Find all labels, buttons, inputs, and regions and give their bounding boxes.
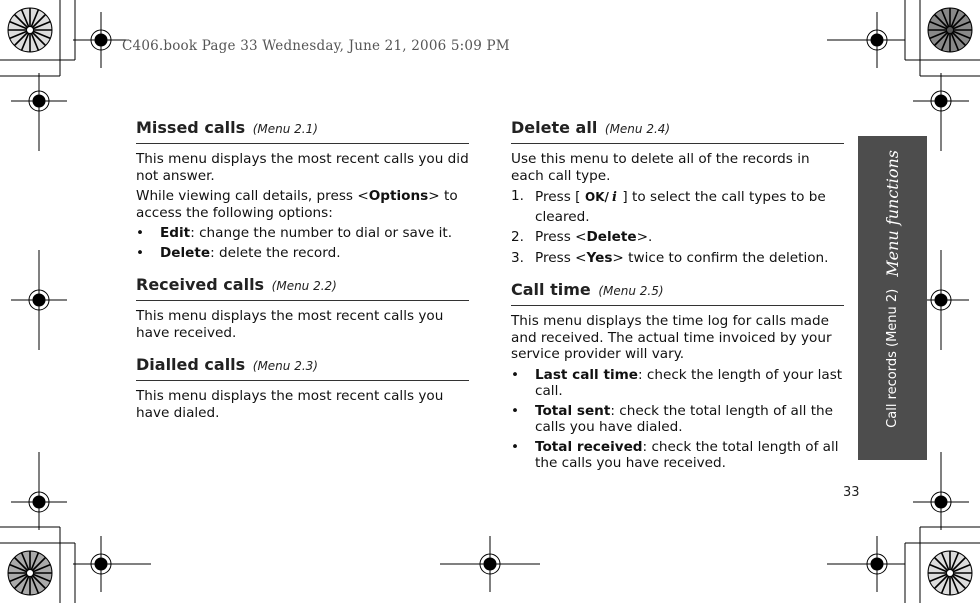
step-item bbox=[511, 188, 844, 225]
section-dialled-calls bbox=[136, 355, 469, 421]
paragraph: This menu displays the time log for calls made and received. The actual time invoiced by your service provider will vary. bbox=[511, 313, 832, 362]
heading-text: Received calls bbox=[136, 275, 265, 294]
chapter-side-tab bbox=[858, 136, 927, 460]
step-number: 3. bbox=[511, 249, 524, 266]
option-term: Last call time bbox=[535, 366, 638, 383]
side-tab-chapter: Menu functions bbox=[883, 150, 902, 277]
section-heading bbox=[136, 355, 469, 381]
text-run: ] to select the call types to be cleared. bbox=[535, 189, 826, 225]
menu-ref: (Menu 2.2) bbox=[271, 279, 337, 293]
right-column bbox=[511, 118, 844, 486]
heading-text: Delete all bbox=[511, 118, 598, 137]
section-delete-all bbox=[511, 118, 844, 266]
left-column bbox=[136, 118, 469, 435]
section-missed-calls bbox=[136, 118, 469, 261]
ok-info-key-icon bbox=[581, 188, 621, 209]
heading-text: Missed calls bbox=[136, 118, 246, 137]
options-list bbox=[136, 225, 469, 261]
heading-text: Dialled calls bbox=[136, 355, 246, 374]
key-label: Delete bbox=[586, 229, 637, 245]
text-run: While viewing call details, press < bbox=[136, 188, 369, 204]
paragraph bbox=[136, 188, 469, 221]
section-heading bbox=[136, 118, 469, 144]
text-run: > twice to confirm the deletion. bbox=[612, 249, 829, 266]
text-run: Press < bbox=[535, 229, 587, 245]
paragraph: This menu displays the most recent calls you have received. bbox=[136, 308, 444, 341]
list-item: • Total received: check the total length of all the calls you have received. bbox=[511, 438, 839, 471]
section-heading bbox=[136, 275, 469, 301]
section-heading bbox=[511, 118, 844, 144]
section-received-calls bbox=[136, 275, 469, 341]
text-run: Press [ bbox=[535, 189, 581, 205]
step-number: 1. bbox=[511, 188, 524, 204]
paragraph: This menu displays the most recent calls you have dialed. bbox=[136, 388, 444, 421]
list-item: • Total sent: check the total length of all the calls you have dialed. bbox=[511, 402, 834, 435]
side-tab-section: Call records (Menu 2) bbox=[885, 288, 900, 428]
menu-ref: (Menu 2.5) bbox=[598, 284, 664, 298]
svg-text:i: i bbox=[612, 190, 618, 204]
paragraph: Use this menu to delete all of the records in each call type. bbox=[511, 151, 810, 184]
print-file-header: C406.book Page 33 Wednesday, June 21, 2006 5:09 PM bbox=[122, 38, 510, 54]
menu-ref: (Menu 2.4) bbox=[604, 122, 671, 136]
step-item bbox=[511, 250, 844, 267]
option-term: Total sent bbox=[535, 402, 611, 419]
option-term: Edit bbox=[160, 225, 191, 241]
menu-ref: (Menu 2.1) bbox=[252, 122, 318, 136]
key-label: Yes bbox=[586, 249, 613, 266]
text-run: Press < bbox=[535, 249, 587, 266]
list-item: • Last call time: check the length of your last call. bbox=[511, 366, 843, 399]
option-desc: : check the total length of all the calls you have dialed. bbox=[535, 402, 834, 435]
text-run: > to access the following options: bbox=[136, 188, 458, 221]
svg-text:OK/: OK/ bbox=[585, 190, 610, 204]
option-desc: : change the number to dial or save it. bbox=[190, 225, 453, 241]
text-run: >. bbox=[636, 229, 653, 245]
step-item bbox=[511, 229, 844, 246]
option-desc: : delete the record. bbox=[210, 244, 341, 261]
list-item: • Edit: change the number to dial or save it. bbox=[136, 225, 453, 241]
heading-text: Call time bbox=[511, 280, 591, 299]
option-term: Total received bbox=[535, 438, 643, 455]
steps-list bbox=[511, 188, 844, 266]
step-number: 2. bbox=[511, 229, 524, 245]
options-list bbox=[511, 367, 844, 472]
page-number: 33 bbox=[843, 485, 860, 500]
option-term: Delete bbox=[160, 244, 211, 261]
option-desc: : check the total length of all the calls you have received. bbox=[535, 438, 839, 471]
key-label: Options bbox=[368, 188, 429, 204]
menu-ref: (Menu 2.3) bbox=[252, 359, 318, 373]
list-item: • Delete: delete the record. bbox=[136, 244, 341, 261]
section-heading bbox=[511, 280, 844, 306]
section-call-time bbox=[511, 280, 844, 472]
paragraph: This menu displays the most recent calls you did not answer. bbox=[136, 151, 469, 184]
option-desc: : check the length of your last call. bbox=[535, 366, 843, 399]
